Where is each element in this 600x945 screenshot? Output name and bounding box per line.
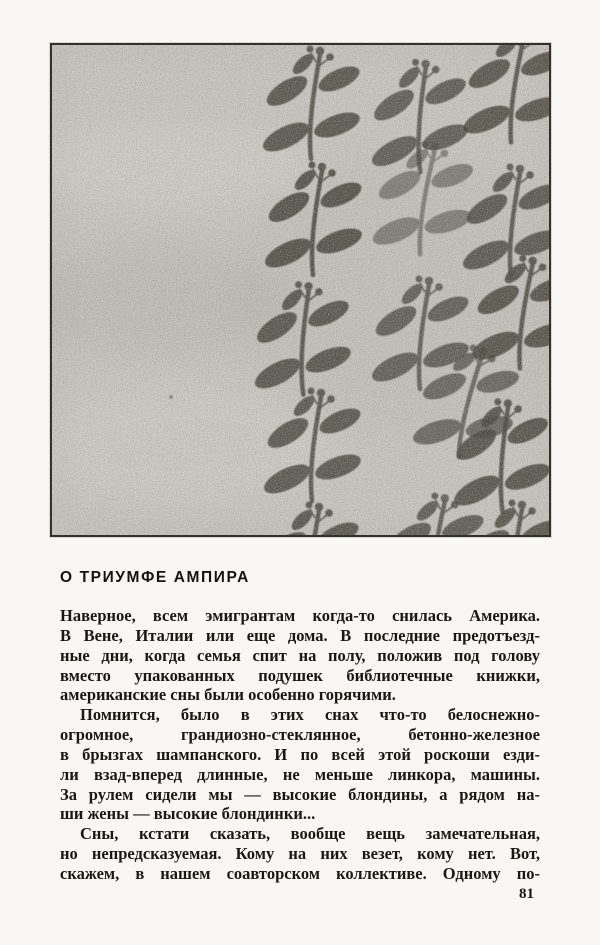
page-number: 81	[519, 886, 534, 902]
text-line: скажем, в нашем соавторском коллективе. Одному по-	[60, 863, 540, 883]
chapter-heading: О ТРИУМФЕ АМПИРА	[60, 569, 250, 586]
text-line: Наверное, всем эмигрантам когда-то снилась Америка.	[60, 606, 540, 625]
text-line: В Вене, Италии или еще дома. В последние предотъезд-	[60, 625, 540, 645]
text-line: но непредсказуемая. Кому на них везет, кому нет. Вот,	[60, 844, 540, 864]
text-line: американские сны были особенно горячими.	[60, 685, 396, 705]
text-line: в брызгах шампанского. И по всей этой роскоши езди-	[60, 744, 540, 764]
text-line: ли взад-вперед длинные, не меньше линкора, машины.	[60, 764, 540, 784]
text-line: вместо упакованных подушек библиотечные книжки,	[60, 665, 540, 685]
wallpaper-photo	[50, 43, 551, 537]
text-line: За рулем сидели мы — высокие блондины, а рядом на-	[60, 784, 540, 804]
text-line: ные дни, когда семья спит на полу, положив под голову	[60, 645, 540, 665]
text-line: Сны, кстати сказать, вообще вещь замечательная,	[80, 824, 540, 844]
text-line: Помнится, было в этих снах что-то белоснежно-	[80, 705, 540, 725]
text-line: ши жены — высокие блондинки...	[60, 804, 316, 824]
body-text	[60, 606, 540, 884]
leaf-sprig-pattern-illustration	[52, 45, 549, 535]
text-line: огромное, грандиозно-стеклянное, бетонно-железное	[60, 725, 540, 745]
